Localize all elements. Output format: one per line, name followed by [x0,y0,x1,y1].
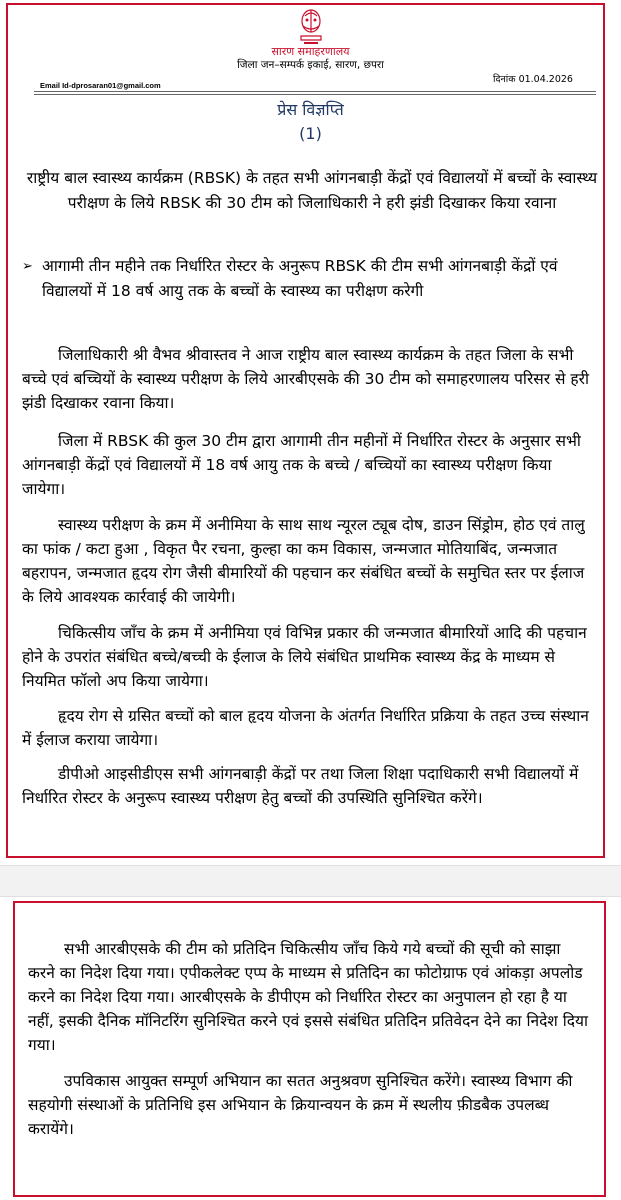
arrow-bullet-icon: ➢ [22,259,33,274]
paragraph: जिला में RBSK की कुल 30 टीम द्वारा आगामी तीन महीनों में निर्धारित रोस्टर के अनुसार सभी आंगनबाड़ी केंद्रों एवं विद्यालयों में 18 वर्ष आयु तक के बच्चे / बच्चियों का स्वास्थ्य परीक्षण किया जायेगा। [22,432,581,498]
header-divider [34,91,596,92]
page-separator [0,865,621,897]
email-address: Email Id-dprosaran01@gmail.com [40,81,161,90]
paragraph: सभी आरबीएसके की टीम को प्रतिदिन चिकित्सीय जाँच किये गये बच्चों की सूची को साझा करने का निदेश दिया गया। एपीकलेक्ट एप्प के माध्यम से प्रतिदिन का फोटोग्राफ एवं आंकड़ा अपलोड करने का निदेश दिया गया। आरबीएसके के डीपीएम को निर्धारित रोस्टर का अनुपालन हो रहा है या नहीं, इसकी दैनिक मॉनिटरिंग सुनिश्चित करने एवं इससे संबंधित प्रतिदिन प्रतिवेदन देने का निदेश दिया गया। [28,940,589,1054]
paragraph: स्वास्थ्य परीक्षण के क्रम में अनीमिया के साथ साथ न्यूरल ट्यूब दोष, डाउन सिंड्रोम, होठ एवं तालु का फांक / कटा हुआ , विकृत पैर रचना, कुल्हा का कम विकास, जन्मजात मोतियाबिंद, जन्मजात बहरापन, जन्मजात हृदय रोग जैसी बीमारियों की पहचान कर संबंधित बच्चों के समुचित स्तर पर ईलाज के लिये आवश्यक कार्रवाई की जायेगी। [22,516,585,606]
paragraph: डीपीओ आइसीडीएस सभी आंगनबाड़ी केंद्रों पर तथा जिला शिक्षा पदाधिकारी सभी विद्यालयों में निर्धारित रोस्टर के अनुरूप स्वास्थ्य परीक्षण हेतु बच्चों की उपस्थिति सुनिश्चित करेंगे। [22,765,579,807]
office-subtitle: जिला जन–सम्पर्क इकाई, सारण, छपरा [237,59,384,71]
date-label: दिनांक [493,74,516,85]
state-emblem-icon [293,6,329,46]
header-divider-secondary [34,94,596,95]
paragraph: जिलाधिकारी श्री वैभव श्रीवास्तव ने आज राष्ट्रीय बाल स्वास्थ्य कार्यक्रम के तहत जिला के सभी बच्चे एवं बच्चियों के स्वास्थ्य परीक्षण के लिये आरबीएसके की 30 टीम को समाहरणालय परिसर से हरी झंडी दिखाकर रवाना किया। [22,346,590,412]
headline: राष्ट्रीय बाल स्वास्थ्य कार्यक्रम (RBSK) के तहत सभी आंगनबाड़ी केंद्रों एवं विद्यालयों में बच्चों के स्वास्थ्य परीक्षण के लिये RBSK की 30 टीम को जिलाधिकारी ने हरी झंडी दिखाकर किया रवाना [26,169,598,212]
paragraph: उपविकास आयुक्त सम्पूर्ण अभियान का सतत अनुश्रवण सुनिश्चित करेंगे। स्वास्थ्य विभाग की सहयोगी संस्थाओं के प्रतिनिधि इस अभियान के क्रियान्वयन के क्रम में स्थलीय फ़ीडबैक उपलब्ध करायेंगे। [28,1072,573,1138]
paragraph: चिकित्सीय जाँच के क्रम में अनीमिया एवं विभिन्न प्रकार की जन्मजात बीमारियों आदि की पहचान होने के उपरांत संबंधित बच्चे/बच्ची के ईलाज के लिये संबंधित प्राथमिक स्वास्थ्य केंद्र के माध्यम से नियमित फॉलो अप किया जायेगा। [22,624,587,690]
bullet-text: आगामी तीन महीने तक निर्धारित रोस्टर के अनुरूप RBSK की टीम सभी आंगनबाड़ी केंद्रों एवं विद्यालयों में 18 वर्ष आयु तक के बच्चों के स्वास्थ्य का परीक्षण करेगी [42,257,558,300]
office-name: सारण समाहरणालय [271,45,350,58]
date-value: 01.04.2026 [518,74,573,85]
release-number: (1) [299,124,322,143]
date-line [493,72,573,85]
page-title: प्रेस विज्ञप्ति [277,100,344,119]
paragraph: हृदय रोग से ग्रसित बच्चों को बाल हृदय योजना के अंतर्गत निर्धारित प्रक्रिया के तहत उच्च संस्थान में ईलाज कराया जायेगा। [22,707,589,749]
highlight-bullet [22,254,598,304]
